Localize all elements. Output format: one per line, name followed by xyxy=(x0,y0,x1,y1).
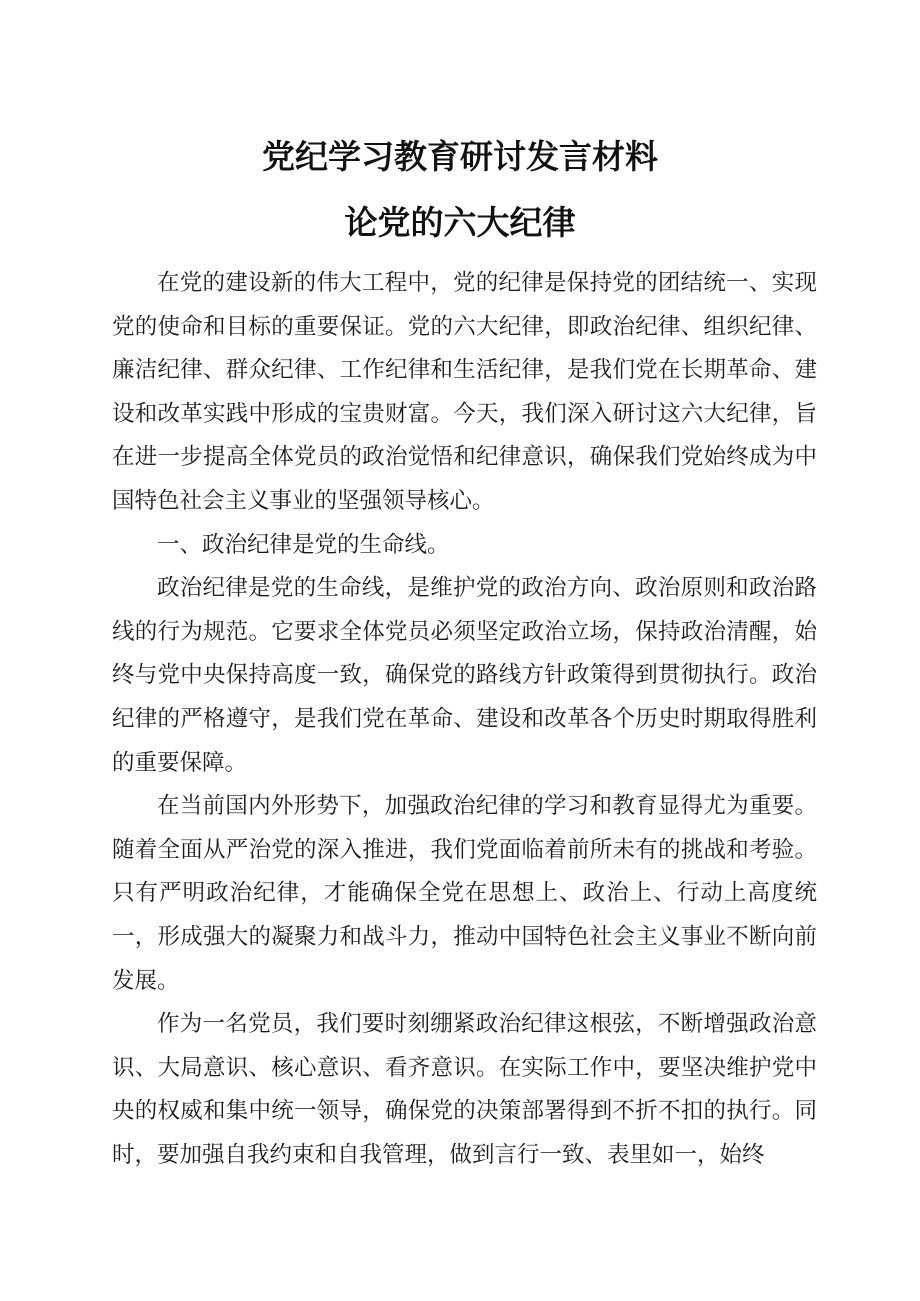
paragraph-party-member: 作为一名党员，我们要时刻绷紧政治纪律这根弦，不断增强政治意识、大局意识、核心意识、看齐意识。在实际工作中，要坚决维护党中央的权威和集中统一领导，确保党的决策部署得到不折不扣的执行。同时，要加强自我约束和自我管理，做到言行一致、表里如一，始终 xyxy=(112,1011,817,1168)
document-subtitle: 论党的六大纪律 xyxy=(344,203,576,242)
document-title: 党纪学习教育研讨发言材料 xyxy=(262,137,658,176)
paragraph-intro: 在党的建设新的伟大工程中，党的纪律是保持党的团结统一、实现党的使命和目标的重要保证。党的六大纪律，即政治纪律、组织纪律、廉洁纪律、群众纪律、工作纪律和生活纪律，是我们党在长期革命、建设和改革实践中形成的宝贵财富。今天，我们深入研讨这六大纪律，旨在进一步提高全体党员的政治觉悟和纪律意识，确保我们党始终成为中国特色社会主义事业的坚强领导核心。 xyxy=(112,270,817,514)
paragraph-current-situation: 在当前国内外形势下，加强政治纪律的学习和教育显得尤为重要。随着全面从严治党的深入推进，我们党面临着前所未有的挑战和考验。只有严明政治纪律，才能确保全党在思想上、政治上、行动上高度统一，形成强大的凝聚力和战斗力，推动中国特色社会主义事业不断向前发展。 xyxy=(112,793,817,994)
paragraph-political-discipline: 政治纪律是党的生命线，是维护党的政治方向、政治原则和政治路线的行为规范。它要求全体党员必须坚定政治立场，保持政治清醒，始终与党中央保持高度一致，确保党的路线方针政策得到贯彻执行。政治纪律的严格遵守，是我们党在革命、建设和改革各个历史时期取得胜利的重要保障。 xyxy=(112,575,817,776)
section-heading-political-discipline: 一、政治纪律是党的生命线。 xyxy=(157,531,450,558)
document-body xyxy=(112,262,817,1177)
